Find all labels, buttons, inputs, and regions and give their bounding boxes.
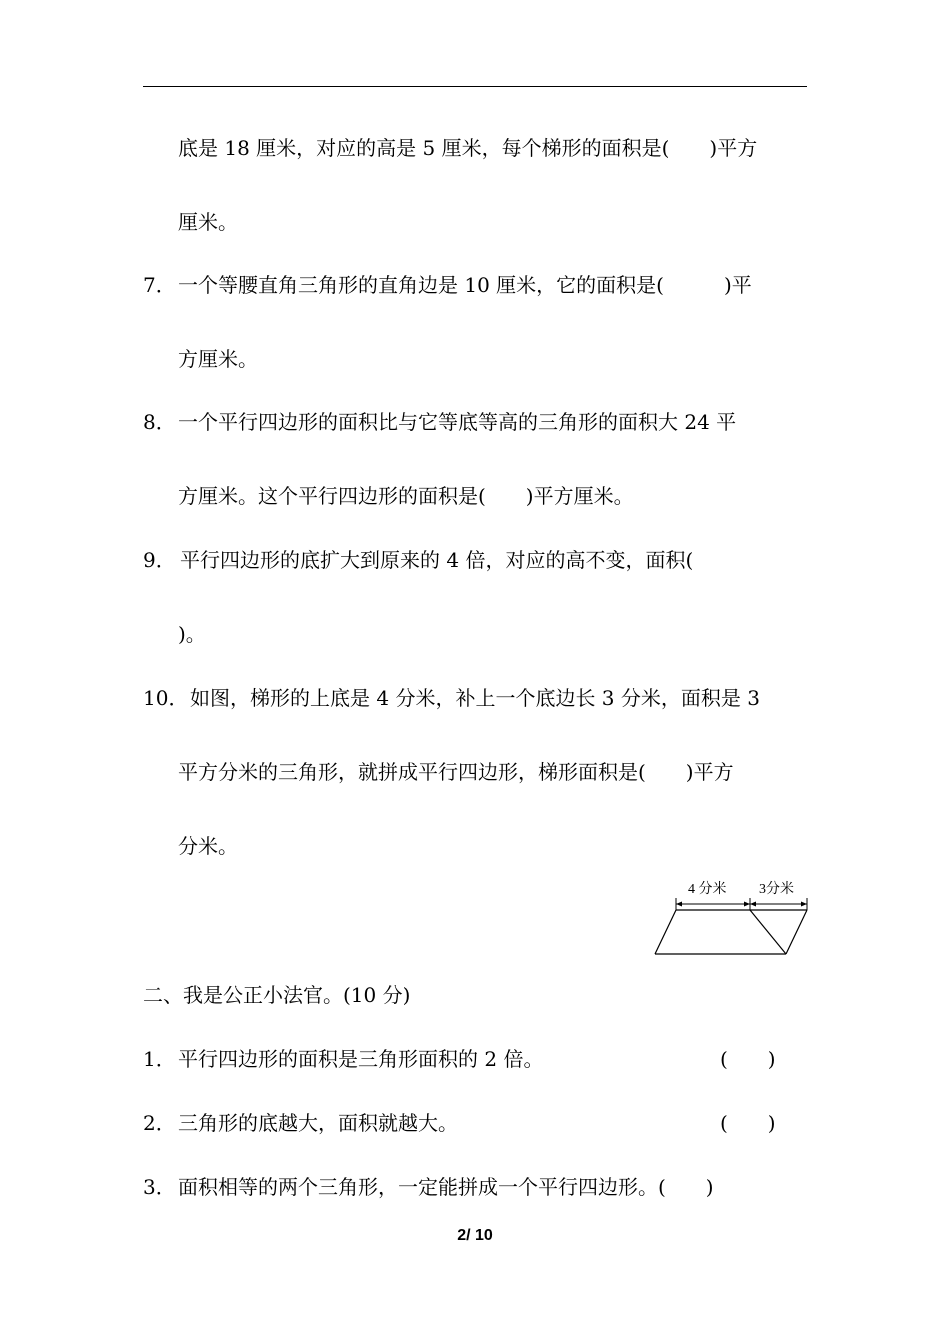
s2-item1-number: 1． (143, 1047, 176, 1071)
q10-line-2: 平方分米的三角形，就拼成平行四边形，梯形面积是( )平方 (178, 760, 734, 784)
s2-item1-text: 平行四边形的面积是三角形面积的 2 倍。 (178, 1047, 544, 1071)
trapezoid-figure (650, 876, 812, 958)
label-3dm: 3分米 (759, 882, 794, 897)
q7-line-1: 一个等腰直角三角形的直角边是 10 厘米，它的面积是( )平 (178, 273, 752, 297)
q9-line-1: 平行四边形的底扩大到原来的 4 倍，对应的高不变，面积( (180, 548, 694, 572)
arrowhead-right-1 (750, 902, 756, 907)
s2-item3-number: 3． (143, 1175, 176, 1199)
split-edge (750, 910, 786, 954)
section2-heading: 二、我是公正小法官。(10 分) (143, 983, 411, 1007)
q6-line-1: 底是 18 厘米，对应的高是 5 厘米，每个梯形的面积是( )平方 (178, 136, 758, 160)
q7-number: 7． (143, 273, 176, 297)
q6-line-2: 厘米。 (178, 210, 238, 234)
q7-line-2: 方厘米。 (178, 347, 258, 371)
s2-item2-text: 三角形的底越大，面积就越大。 (178, 1111, 458, 1135)
q8-line-2: 方厘米。这个平行四边形的面积是( )平方厘米。 (178, 484, 634, 508)
s2-item2-answer[interactable]: ( ) (720, 1111, 776, 1135)
s2-item2-number: 2． (143, 1111, 176, 1135)
left-edge (655, 910, 676, 954)
q8-number: 8． (143, 410, 176, 434)
header-rule (143, 86, 807, 87)
arrowhead-left-1 (676, 902, 682, 907)
arrowhead-right-2 (801, 902, 807, 907)
right-edge (786, 910, 807, 954)
q10-number: 10． (143, 686, 189, 710)
q9-line-2: )。 (178, 622, 206, 646)
q9-number: 9． (143, 548, 176, 572)
q10-line-3: 分米。 (178, 834, 238, 858)
s2-item3-text: 面积相等的两个三角形，一定能拼成一个平行四边形。( ) (178, 1175, 714, 1199)
s2-item1-answer[interactable]: ( ) (720, 1047, 776, 1071)
q8-line-1: 一个平行四边形的面积比与它等底等高的三角形的面积大 24 平 (178, 410, 737, 434)
q10-line-1: 如图，梯形的上底是 4 分米，补上一个底边长 3 分米，面积是 3 (190, 686, 760, 710)
page-number: 2/ 10 (457, 1227, 493, 1244)
arrowhead-left-2 (744, 902, 750, 907)
label-4dm: 4 分米 (688, 882, 727, 897)
